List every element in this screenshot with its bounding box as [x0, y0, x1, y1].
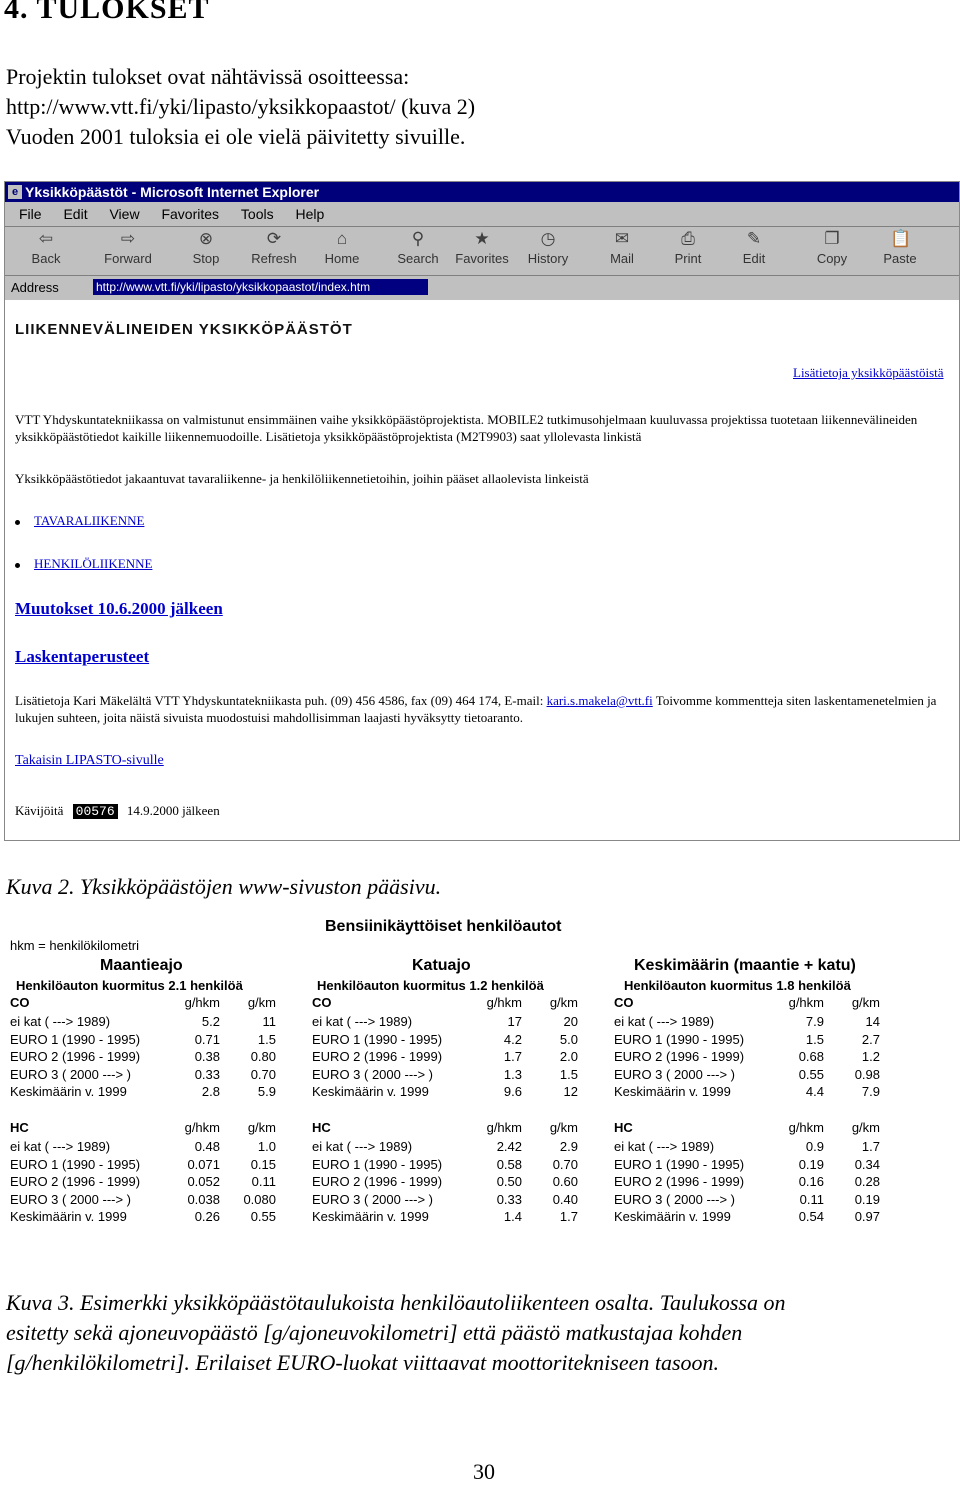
value-g-per-hkm: 4.4 — [805, 1084, 824, 1099]
row-label: EURO 2 (1996 - 1999) — [312, 1174, 443, 1189]
toolbar-button-label: Back — [31, 251, 61, 266]
value-g-per-hkm: 0.071 — [187, 1156, 220, 1172]
table-row — [614, 1157, 904, 1174]
address-bar — [5, 276, 959, 300]
bullet-icon — [15, 563, 20, 568]
value-g-per-km: 0.080 — [243, 1191, 276, 1207]
row-label: ei kat ( ---> 1989) — [614, 1014, 715, 1029]
figure-3-caption-line-2: esitetty sekä ajoneuvopäästö [g/ajoneuvokilometri] että päästö matkustajaa kohden — [6, 1320, 743, 1345]
row-label: EURO 1 (1990 - 1995) — [10, 1156, 141, 1172]
load-factor: Henkilöauton kuormitus 1.8 henkilöä — [624, 978, 851, 993]
back-arrow-icon: ⇦ — [38, 229, 54, 248]
value-g-per-hkm: 0.11 — [799, 1191, 824, 1207]
value-g-per-hkm: 2.42 — [496, 1139, 522, 1154]
value-g-per-hkm: 0.9 — [805, 1139, 824, 1154]
value-g-per-km: 0.97 — [854, 1209, 880, 1224]
value-g-per-km: 20 — [563, 1014, 578, 1029]
value-g-per-km: 12 — [563, 1084, 578, 1099]
table-section — [312, 957, 612, 1237]
value-g-per-hkm: 1.5 — [805, 1031, 824, 1047]
address-label: Address — [11, 280, 59, 295]
table-row — [312, 1049, 602, 1066]
row-label: EURO 3 ( 2000 ---> ) — [312, 1066, 434, 1082]
value-g-per-hkm: 1.3 — [503, 1066, 522, 1082]
visitors-since: 14.9.2000 jälkeen — [126, 803, 220, 818]
value-g-per-km: 2.0 — [559, 1049, 578, 1064]
toolbar-favorites-button[interactable] — [449, 229, 515, 266]
value-g-per-hkm: 0.33 — [496, 1191, 522, 1207]
table-row — [10, 1192, 300, 1209]
table-row — [614, 1032, 904, 1049]
toolbar-edit-button[interactable] — [721, 229, 787, 266]
row-label: EURO 1 (1990 - 1995) — [312, 1156, 443, 1172]
table-row — [614, 1209, 904, 1226]
toolbar-button-label: Paste — [883, 251, 917, 266]
stop-icon: ⊗ — [198, 229, 214, 248]
toolbar-button-label: Edit — [742, 251, 766, 266]
value-g-per-hkm: g/hkm — [788, 995, 824, 1010]
value-g-per-hkm: 0.038 — [187, 1191, 220, 1207]
row-label: ei kat ( ---> 1989) — [312, 1139, 413, 1154]
value-g-per-hkm: 9.6 — [503, 1084, 522, 1099]
section-heading: 4. TULOKSET — [4, 0, 210, 25]
toolbar-forward-button[interactable] — [95, 229, 161, 266]
row-label: EURO 3 ( 2000 ---> ) — [614, 1066, 736, 1082]
table-row — [614, 1139, 904, 1156]
value-g-per-km: 5.9 — [257, 1084, 276, 1099]
browser-screenshot — [4, 181, 960, 841]
value-g-per-km: 1.5 — [559, 1066, 578, 1082]
page-number: 30 — [473, 1459, 495, 1484]
value-g-per-km: 0.80 — [250, 1049, 276, 1064]
value-g-per-hkm: g/hkm — [788, 1120, 824, 1135]
row-label: Keskimäärin v. 1999 — [312, 1209, 429, 1224]
value-g-per-km: 1.0 — [257, 1139, 276, 1154]
home-icon: ⌂ — [336, 229, 348, 248]
table-row — [312, 1192, 602, 1209]
table-row — [312, 1139, 602, 1156]
value-g-per-hkm: 0.16 — [798, 1174, 824, 1189]
copy-icon: ❐ — [824, 229, 840, 248]
value-g-per-km: 0.55 — [250, 1209, 276, 1224]
menu-favorites[interactable]: Favorites — [161, 206, 220, 222]
toolbar-button-label: Search — [397, 251, 439, 266]
table-row — [312, 1157, 602, 1174]
value-g-per-hkm: 0.33 — [194, 1066, 220, 1082]
intro-line-2: http://www.vtt.fi/yki/lipasto/yksikkopaastot/ (kuva 2) — [6, 94, 476, 119]
list-item — [15, 513, 144, 529]
table-row — [10, 1084, 300, 1101]
menu-help[interactable]: Help — [295, 206, 325, 222]
value-g-per-km: g/km — [247, 1120, 276, 1135]
value-g-per-hkm: 7.9 — [805, 1014, 824, 1029]
toolbar-refresh-button[interactable] — [241, 229, 307, 266]
table-title: Bensiinikäyttöiset henkilöautot — [325, 918, 562, 935]
value-g-per-km: g/km — [247, 995, 276, 1010]
row-label: EURO 2 (1996 - 1999) — [10, 1049, 141, 1064]
toolbar-button-label: Stop — [192, 251, 220, 266]
row-label: CO — [614, 995, 634, 1010]
toolbar-stop-button[interactable] — [173, 229, 239, 266]
table-row — [312, 1067, 602, 1084]
toolbar-button-label: Favorites — [455, 251, 509, 266]
row-label: HC — [10, 1120, 29, 1135]
value-g-per-km: g/km — [851, 1120, 880, 1135]
mail-icon: ✉ — [614, 229, 630, 248]
table-row — [614, 1192, 904, 1209]
internet-explorer-icon: e — [8, 185, 22, 199]
table-section — [10, 957, 310, 1237]
row-label: EURO 2 (1996 - 1999) — [614, 1049, 745, 1064]
refresh-icon: ⟳ — [266, 229, 282, 248]
value-g-per-km: 0.40 — [552, 1191, 578, 1207]
figure-3-caption-line-1: Kuva 3. Esimerkki yksikköpäästötaulukoista henkilöautoliikenteen osalta. Taulukossa on — [6, 1290, 786, 1315]
menu-view[interactable]: View — [109, 206, 140, 222]
row-label: EURO 2 (1996 - 1999) — [614, 1174, 745, 1189]
row-label: ei kat ( ---> 1989) — [10, 1014, 111, 1029]
table-row — [312, 1084, 602, 1101]
value-g-per-hkm: 5.2 — [201, 1014, 220, 1029]
division-paragraph: Yksikköpäästötiedot jakaantuvat tavaraliikenne- ja henkilöliikennetietoihin, joihin pääset allaolevista linkeistä — [15, 471, 589, 486]
search-icon: ⚲ — [411, 229, 425, 248]
print-icon: ⎙ — [681, 229, 695, 248]
row-label: EURO 3 ( 2000 ---> ) — [614, 1191, 736, 1207]
toolbar-button-label: Refresh — [251, 251, 297, 266]
value-g-per-hkm: 2.8 — [201, 1084, 220, 1099]
row-label: CO — [312, 995, 332, 1010]
value-g-per-km: 11 — [262, 1014, 276, 1029]
value-g-per-km: 2.7 — [861, 1031, 880, 1047]
value-g-per-km: 0.70 — [552, 1156, 578, 1172]
address-input[interactable]: http://www.vtt.fi/yki/lipasto/yksikkopaastot/index.htm — [93, 279, 428, 295]
figure-2-caption: Kuva 2. Yksikköpäästöjen www-sivuston pääsivu. — [6, 874, 442, 899]
browser-toolbar — [5, 227, 959, 276]
visitors-label: Kävijöitä — [15, 803, 64, 818]
value-g-per-km: g/km — [549, 995, 578, 1010]
value-g-per-km: 1.7 — [559, 1209, 578, 1224]
visitor-counter — [15, 803, 220, 819]
table-row — [10, 1032, 300, 1049]
table-row — [614, 1014, 904, 1031]
table-header-row — [312, 1120, 602, 1137]
value-g-per-km: g/km — [549, 1120, 578, 1135]
row-label: CO — [10, 995, 30, 1010]
table-row — [10, 1067, 300, 1084]
toolbar-home-button[interactable] — [309, 229, 375, 266]
figure-3-caption-line-3: [g/henkilökilometri]. Erilaiset EURO-luokat viittaavat moottoritekniseen tasoon. — [6, 1350, 720, 1375]
window-title: Yksikköpäästöt - Microsoft Internet Explorer — [25, 184, 320, 200]
value-g-per-hkm: g/hkm — [184, 995, 220, 1010]
value-g-per-hkm: 0.052 — [187, 1174, 220, 1189]
menu-tools[interactable]: Tools — [240, 206, 274, 222]
table-row — [614, 1084, 904, 1101]
value-g-per-hkm: 0.26 — [194, 1209, 220, 1224]
value-g-per-km: 2.9 — [559, 1139, 578, 1154]
row-label: Keskimäärin v. 1999 — [10, 1084, 127, 1099]
toolbar-button-label: Home — [324, 251, 360, 266]
section-heading: Katuajo — [412, 957, 471, 974]
value-g-per-hkm: 0.71 — [194, 1031, 220, 1047]
table-row — [312, 1014, 602, 1031]
value-g-per-hkm: 4.2 — [503, 1031, 522, 1047]
contact-email-link[interactable]: kari.s.makela@vtt.fi — [546, 693, 653, 708]
table-header-row — [312, 995, 602, 1012]
table-row — [10, 1014, 300, 1031]
load-factor: Henkilöauton kuormitus 1.2 henkilöä — [317, 978, 544, 993]
history-icon: ◷ — [540, 229, 556, 248]
table-row — [10, 1157, 300, 1174]
contact-text-after: Toivomme kommentteja siten laskentamenetelmien ja lukujen suhteen, joita näistä sivuista muodostuisi mahdollisimman laajasti hyväksytty tietoaranto. — [15, 693, 937, 725]
row-label: EURO 3 ( 2000 ---> ) — [312, 1191, 434, 1207]
back-to-lipasto-link[interactable]: Takaisin LIPASTO-sivulle — [15, 753, 164, 768]
table-row — [614, 1049, 904, 1066]
value-g-per-km: 1.5 — [257, 1031, 276, 1047]
row-label: Keskimäärin v. 1999 — [614, 1209, 731, 1224]
toolbar-print-button[interactable] — [655, 229, 721, 266]
toolbar-button-label: Copy — [816, 251, 848, 266]
value-g-per-km: 0.28 — [854, 1174, 880, 1189]
visitors-count: 00576 — [73, 804, 118, 819]
value-g-per-km: 7.9 — [861, 1084, 880, 1099]
value-g-per-km: 0.19 — [854, 1191, 880, 1207]
value-g-per-hkm: g/hkm — [486, 1120, 522, 1135]
row-label: ei kat ( ---> 1989) — [312, 1014, 413, 1029]
table-row — [10, 1049, 300, 1066]
value-g-per-hkm: 0.38 — [194, 1049, 220, 1064]
load-factor: Henkilöauton kuormitus 2.1 henkilöä — [16, 978, 243, 993]
row-label: HC — [614, 1120, 633, 1135]
section-heading: Keskimäärin (maantie + katu) — [634, 957, 856, 974]
toolbar-paste-button[interactable] — [867, 229, 933, 266]
table-row — [614, 1067, 904, 1084]
toolbar-history-button[interactable] — [515, 229, 581, 266]
row-label: EURO 1 (1990 - 1995) — [10, 1031, 141, 1047]
value-g-per-km: 0.15 — [250, 1156, 276, 1172]
row-label: HC — [312, 1120, 331, 1135]
value-g-per-km: 0.70 — [250, 1066, 276, 1082]
intro-paragraph: VTT Yhdyskuntatekniikassa on valmistunut ensimmäinen vaihe yksikköpäästöprojektista. MOBILE2 tutkimusohjelmaan kuuluvassa projektissa tuotetaan liikennevälineiden yksikköpäästötiedot kaikille liikennemuodoille. Lisätietoja yksikköpäästöprojektista (M2T9903) saat yllolevasta linkistä — [15, 412, 918, 444]
intro-line-1: Projektin tulokset ovat nähtävissä osoitteessa: — [6, 64, 410, 89]
site-title: LIIKENNEVÄLINEIDEN YKSIKKÖPÄÄSTÖT — [15, 321, 353, 338]
table-row — [312, 1032, 602, 1049]
favorites-icon: ★ — [474, 229, 490, 248]
table-unit-note: hkm = henkilökilometri — [10, 938, 139, 953]
toolbar-button-label: Mail — [610, 251, 634, 266]
value-g-per-hkm: 1.7 — [503, 1049, 522, 1064]
table-section — [614, 957, 914, 1237]
bullet-icon — [15, 520, 20, 525]
toolbar-button-label: Forward — [104, 251, 152, 266]
edit-icon: ✎ — [746, 229, 762, 248]
row-label: Keskimäärin v. 1999 — [312, 1084, 429, 1099]
row-label: EURO 1 (1990 - 1995) — [614, 1156, 745, 1172]
contact-paragraph — [15, 692, 955, 726]
value-g-per-km: 0.11 — [251, 1174, 276, 1189]
freight-traffic-link[interactable]: TAVARALIIKENNE — [34, 513, 145, 528]
row-label: EURO 1 (1990 - 1995) — [312, 1031, 443, 1047]
value-g-per-hkm: 0.48 — [194, 1139, 220, 1154]
value-g-per-km: 0.60 — [552, 1174, 578, 1189]
toolbar-button-label: Print — [674, 251, 702, 266]
table-header-row — [10, 995, 300, 1012]
toolbar-search-button[interactable] — [385, 229, 451, 266]
row-label: EURO 2 (1996 - 1999) — [312, 1049, 443, 1064]
value-g-per-hkm: 0.55 — [798, 1066, 824, 1082]
value-g-per-hkm: 0.54 — [798, 1209, 824, 1224]
table-row — [10, 1209, 300, 1226]
value-g-per-km: g/km — [851, 995, 880, 1010]
table-header-row — [614, 995, 904, 1012]
value-g-per-km: 5.0 — [559, 1031, 578, 1047]
passenger-traffic-link[interactable]: HENKILÖLIIKENNE — [34, 556, 153, 571]
value-g-per-km: 0.98 — [854, 1066, 880, 1082]
value-g-per-hkm: 17 — [507, 1014, 522, 1029]
row-label: EURO 3 ( 2000 ---> ) — [10, 1191, 132, 1207]
value-g-per-km: 0.34 — [854, 1156, 880, 1172]
row-label: Keskimäärin v. 1999 — [614, 1084, 731, 1099]
row-label: ei kat ( ---> 1989) — [614, 1139, 715, 1154]
table-row — [312, 1209, 602, 1226]
table-row — [614, 1174, 904, 1191]
row-label: EURO 3 ( 2000 ---> ) — [10, 1066, 132, 1082]
paste-icon: 📋 — [890, 229, 912, 248]
value-g-per-km: 1.2 — [861, 1049, 880, 1064]
table-row — [10, 1139, 300, 1156]
menu-bar — [5, 202, 959, 227]
web-page-content — [5, 301, 959, 840]
table-row — [10, 1174, 300, 1191]
intro-line-3: Vuoden 2001 tuloksia ei ole vielä päivitetty sivuille. — [6, 124, 466, 149]
more-info-link[interactable]: Lisätietoja yksikköpäästöistä — [793, 365, 944, 380]
toolbar-copy-button[interactable] — [799, 229, 865, 266]
row-label: EURO 2 (1996 - 1999) — [10, 1174, 141, 1189]
section-heading: Maantieajo — [100, 957, 183, 974]
value-g-per-hkm: 0.58 — [496, 1156, 522, 1172]
toolbar-mail-button[interactable] — [589, 229, 655, 266]
value-g-per-hkm: 0.50 — [496, 1174, 522, 1189]
value-g-per-hkm: g/hkm — [184, 1120, 220, 1135]
window-titlebar — [5, 182, 959, 202]
changes-link[interactable]: Muutokset 10.6.2000 jälkeen — [15, 599, 223, 618]
list-item — [15, 556, 152, 572]
menu-edit[interactable]: Edit — [63, 206, 88, 222]
forward-arrow-icon: ⇨ — [120, 229, 136, 248]
row-label: EURO 1 (1990 - 1995) — [614, 1031, 745, 1047]
table-header-row — [614, 1120, 904, 1137]
value-g-per-km: 14 — [865, 1014, 880, 1029]
toolbar-back-button[interactable] — [13, 229, 79, 266]
value-g-per-hkm: 0.68 — [798, 1049, 824, 1064]
menu-file[interactable]: File — [19, 206, 42, 222]
value-g-per-hkm: 0.19 — [798, 1156, 824, 1172]
contact-text: Lisätietoja Kari Mäkelältä VTT Yhdyskuntatekniikasta puh. (09) 456 4586, fax (09) 464 174, E-mail: — [15, 693, 544, 708]
toolbar-button-label: History — [527, 251, 569, 266]
table-header-row — [10, 1120, 300, 1137]
value-g-per-hkm: 1.4 — [503, 1209, 522, 1224]
value-g-per-km: 1.7 — [861, 1139, 880, 1154]
row-label: ei kat ( ---> 1989) — [10, 1139, 111, 1154]
value-g-per-hkm: g/hkm — [486, 995, 522, 1010]
row-label: Keskimäärin v. 1999 — [10, 1209, 127, 1224]
calculation-basis-link[interactable]: Laskentaperusteet — [15, 647, 150, 666]
table-row — [312, 1174, 602, 1191]
